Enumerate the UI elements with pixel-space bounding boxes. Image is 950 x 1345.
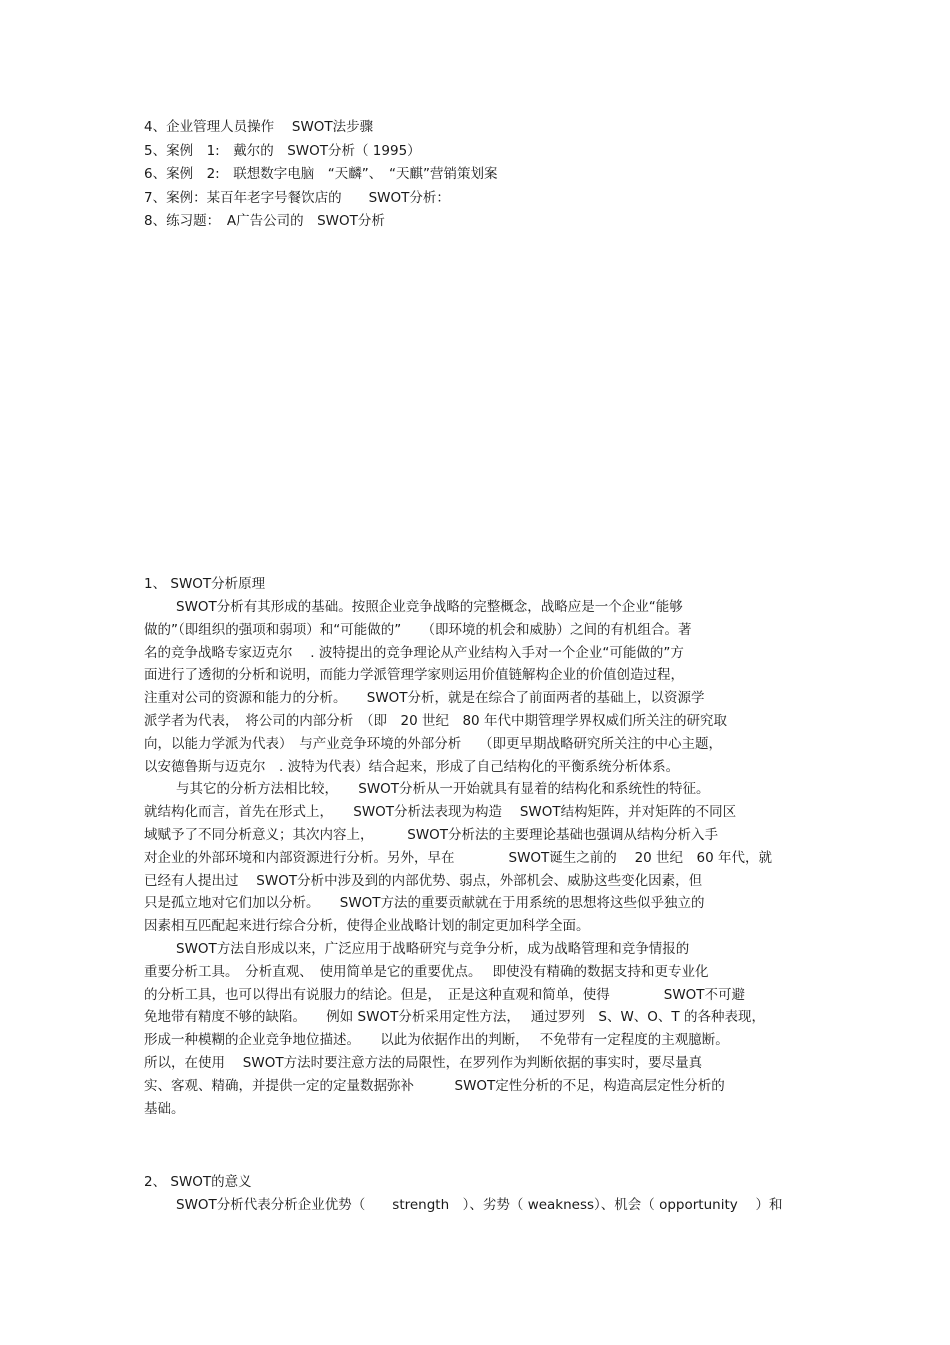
toc-item-7: 7、案例：某百年老字号餐饮店的 SWOT分析： xyxy=(144,189,450,206)
paragraph-line: 免地带有精度不够的缺陷。 例如 SWOT分析采用定性方法， 通过罗列 S、W、O、T 的各种表现， xyxy=(144,1009,765,1026)
paragraph-line: 与其它的分析方法相比较， SWOT分析从一开始就具有显着的结构化和系统性的特征。 xyxy=(176,781,710,798)
paragraph-line: SWOT方法自形成以来，广泛应用于战略研究与竞争分析，成为战略管理和竞争情报的 xyxy=(176,940,690,957)
paragraph-line: 实、客观、精确，并提供一定的定量数据弥补 SWOT定性分析的不足，构造高层定性分析的 xyxy=(144,1077,725,1094)
paragraph-line: SWOT分析代表分析企业优势（ strength ）、劣势（ weakness）、机会（ opportunity ）和 xyxy=(176,1197,783,1213)
paragraph xyxy=(144,778,824,938)
paragraph xyxy=(144,938,824,1120)
paragraph-line: 面进行了透彻的分析和说明，而能力学派管理学家则运用价值链解构企业的价值创造过程， xyxy=(144,667,684,684)
section-swot-meaning xyxy=(144,1170,824,1217)
toc-item-5: 5、案例 1: 戴尔的 SWOT分析（ 1995） xyxy=(144,142,421,159)
paragraph-line: 的分析工具，也可以得出有说服力的结论。但是， 正是这种直观和简单，使得 SWOT不可避 xyxy=(144,986,746,1003)
section-heading: 2、 SWOT的意义 xyxy=(144,1174,252,1190)
paragraph-line: 派学者为代表， 将公司的内部分析 （即 20 世纪 80 年代中期管理学界权威们所关注的研究取 xyxy=(144,712,727,729)
table-of-contents xyxy=(144,116,497,234)
paragraph-line: 对企业的外部环境和内部资源进行分析。另外，早在 SWOT诞生之前的 20 世纪 60 年代，就 xyxy=(144,849,773,866)
toc-item-6: 6、案例 2: 联想数字电脑 “天麟”、 “天麒”营销策划案 xyxy=(144,166,498,182)
paragraph-line: 注重对公司的资源和能力的分析。 SWOT分析，就是在综合了前面两者的基础上，以资源学 xyxy=(144,690,705,707)
section-heading: 1、 SWOT分析原理 xyxy=(144,576,266,592)
paragraph-line: 就结构化而言，首先在形式上， SWOT分析法表现为构造 SWOT结构矩阵，并对矩阵的不同区 xyxy=(144,804,737,821)
paragraph-line: 重要分析工具。 分析直观、 使用简单是它的重要优点。 即使没有精确的数据支持和更专业化 xyxy=(144,963,709,980)
toc-item-8: 8、练习题： A广告公司的 SWOT分析 xyxy=(144,213,385,229)
paragraph-line: 只是孤立地对它们加以分析。 SWOT方法的重要贡献就在于用系统的思想将这些似乎独立的 xyxy=(144,895,705,912)
toc-item-4: 4、企业管理人员操作 SWOT法步骤 xyxy=(144,119,374,135)
paragraph-line: 做的”（即组织的强项和弱项）和“可能做的” （即环境的机会和威胁）之间的有机组合。著 xyxy=(144,621,692,638)
paragraph-line: 名的竞争战略专家迈克尔 . 波特提出的竞争理论从产业结构入手对一个企业“可能做的”方 xyxy=(144,644,684,661)
paragraph-line: 所以，在使用 SWOT方法时要注意方法的局限性，在罗列作为判断依据的事实时，要尽量真 xyxy=(144,1054,703,1071)
paragraph-line: 形成一种模糊的企业竞争地位描述。 以此为依据作出的判断， 不免带有一定程度的主观臆断。 xyxy=(144,1032,729,1049)
paragraph-line: 已经有人提出过 SWOT分析中涉及到的内部优势、弱点，外部机会、威胁这些变化因素，但 xyxy=(144,872,703,889)
paragraph-line: 基础。 xyxy=(144,1100,185,1117)
paragraph-line: 因素相互匹配起来进行综合分析，使得企业战略计划的制定更加科学全面。 xyxy=(144,918,590,935)
section-swot-principle xyxy=(144,572,824,1120)
paragraph xyxy=(144,596,824,778)
paragraph-line: 以安德鲁斯与迈克尔 . 波特为代表）结合起来，形成了自己结构化的平衡系统分析体系。 xyxy=(144,758,680,775)
paragraph-line: 域赋予了不同分析意义；其次内容上， SWOT分析法的主要理论基础也强调从结构分析入手 xyxy=(144,826,719,843)
paragraph-line: SWOT分析有其形成的基础。按照企业竞争战略的完整概念，战略应是一个企业“能够 xyxy=(176,599,683,615)
paragraph-line: 向，以能力学派为代表） 与产业竞争环境的外部分析 （即更早期战略研究所关注的中心主题， xyxy=(144,735,723,752)
